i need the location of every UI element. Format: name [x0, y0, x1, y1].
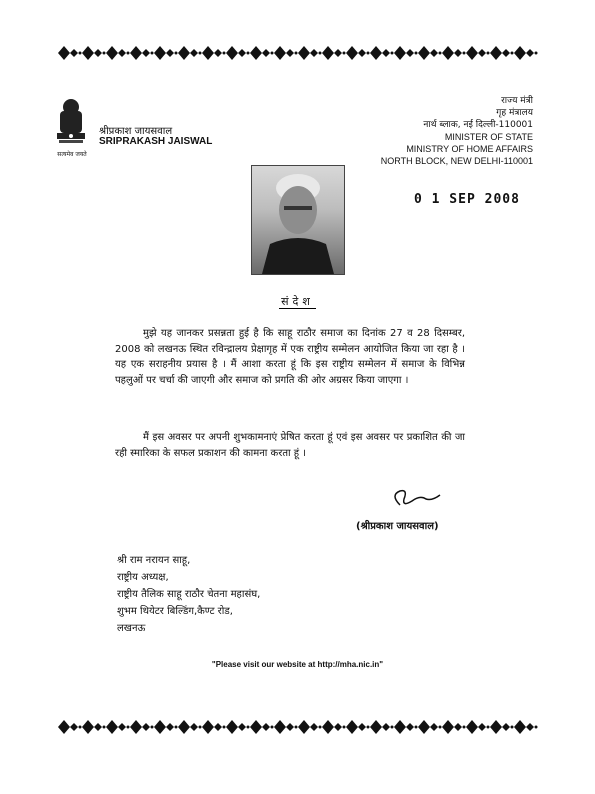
- name-english: SRIPRAKASH JAISWAL: [99, 136, 213, 147]
- address-ministry-hindi: गृह मंत्रालय: [496, 108, 533, 118]
- message-paragraph-1: [115, 326, 465, 388]
- address-block: [381, 95, 533, 167]
- address-title-hindi: राज्य मंत्री: [501, 96, 533, 106]
- paragraph-1-text: मुझे यह जानकर प्रसन्नता हुई है कि साहू राठौर समाज का दिनांक 27 व 28 दिसम्बर, 2008 को लखनऊ स्थित रविन्द्रालय प्रेक्षागृह में एक राष्ट्रीय सम्मेलन आयोजित किया जा रहा है । यह एक सराहनीय प्रयास है । मैं आशा करता हूं कि इस राष्ट्रीय सम्मेलन में समाज के विभिन्न पहलुओं पर चर्चा की जाएगी और समाज को प्रगति की ओर अग्रसर किया जाएगा ।: [115, 328, 465, 386]
- recipient-name: श्री राम नरायन साहू,: [117, 555, 191, 566]
- paragraph-2-text: मैं इस अवसर पर अपनी शुभकामनाएं प्रेषित करता हूं एवं इस अवसर पर प्रकाशित की जा रही स्मारिका के सफल प्रकाशन की कामना करता हूं ।: [115, 432, 465, 459]
- emblem-motto: सत्यमेव जयते: [57, 151, 87, 158]
- recipient-street: शुभम थियेटर बिल्डिंग,कैण्ट रोड,: [117, 606, 233, 617]
- top-decorative-border: [58, 44, 538, 62]
- address-location-english: NORTH BLOCK, NEW DELHI-110001: [380, 156, 533, 166]
- signatory-name: (श्रीप्रकाश जायसवाल): [356, 521, 439, 532]
- message-paragraph-2: [115, 430, 465, 461]
- portrait-photo: [251, 165, 345, 275]
- name-hindi: श्रीप्रकाश जायसवाल: [99, 126, 173, 137]
- recipient-address: [117, 552, 260, 637]
- bottom-decorative-border: [58, 718, 538, 736]
- message-heading: [0, 294, 595, 309]
- recipient-title: राष्ट्रीय अध्यक्ष,: [117, 572, 169, 583]
- address-title-english: MINISTER OF STATE: [444, 132, 533, 142]
- signature: [386, 485, 446, 513]
- message-heading-text: संदेश: [281, 295, 314, 308]
- address-location-hindi: नार्थ ब्लाक, नई दिल्ली-110001: [423, 120, 533, 130]
- recipient-city: लखनऊ: [117, 623, 146, 634]
- recipient-organisation: राष्ट्रीय तैलिक साहू राठौर चेतना महासंघ,: [117, 589, 261, 600]
- address-ministry-english: MINISTRY OF HOME AFFAIRS: [406, 144, 533, 154]
- date-stamp: 0 1 SEP 2008: [414, 192, 520, 207]
- website-note: "Please visit our website at http://mha.nic.in": [211, 660, 384, 669]
